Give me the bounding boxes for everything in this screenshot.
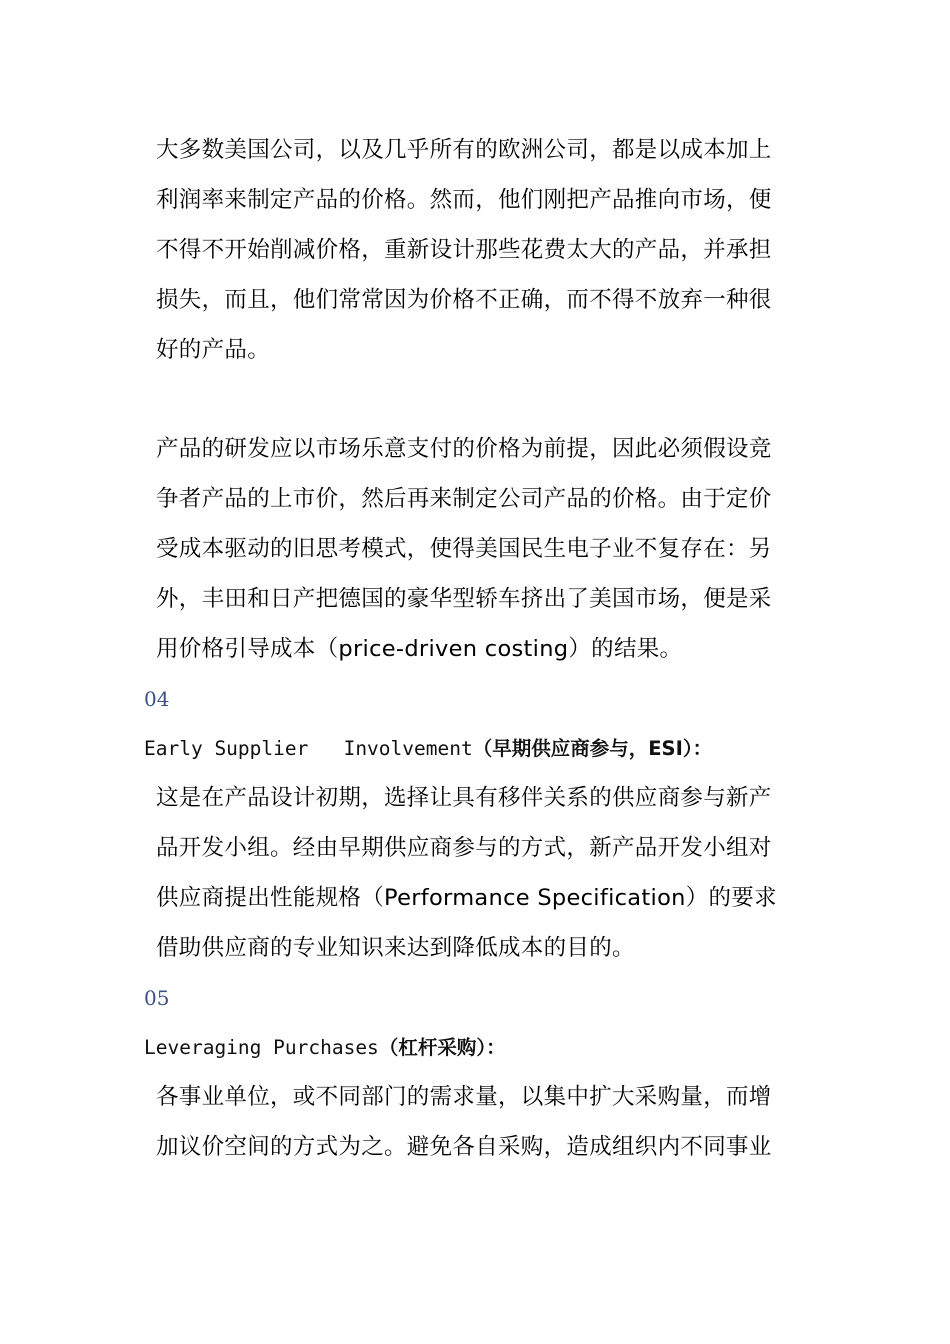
text-line: 这是在产品设计初期，选择让具有移伴关系的供应商参与新产 [156,785,772,811]
text-line: 各事业单位，或不同部门的需求量，以集中扩大采购量，而增 [156,1084,772,1110]
heading-english: Early Supplier Involvement [144,737,473,760]
text-line: 加议价空间的方式为之。避免各自采购，造成组织内不同事业 [156,1134,772,1160]
text-line: 外，丰田和日产把德国的豪华型轿车挤出了美国市场，便是采 [156,586,772,612]
heading-chinese: （杠杆采购）： [378,1036,506,1059]
paragraph-esi [156,773,801,973]
text-line: 用价格引导成本（price-driven costing）的结果。 [156,636,683,662]
text-line: 品开发小组。经由早期供应商参与的方式，新产品开发小组对 [156,835,772,861]
paragraph-leveraging [156,1072,801,1172]
text-line: 好的产品。 [156,337,271,363]
text-line: 借助供应商的专业知识来达到降低成本的目的。 [156,935,635,961]
section-number-05: 05 [144,986,170,1010]
section-number-04: 04 [144,687,170,711]
text-line: 争者产品的上市价，然后再来制定公司产品的价格。由于定价 [156,486,772,512]
text-line: 不得不开始削减价格，重新设计那些花费太大的产品，并承担 [156,237,772,263]
text-line: 大多数美国公司，以及几乎所有的欧洲公司，都是以成本加上 [156,137,772,163]
paragraph-price-driven-costing [156,424,801,674]
text-line: 供应商提出性能规格（Performance Specification）的要求 [156,885,777,911]
paragraph-cost-plus-pricing [156,125,801,375]
section-heading-esi [144,736,712,762]
heading-english: Leveraging Purchases [144,1036,379,1059]
text-line: 产品的研发应以市场乐意支付的价格为前提，因此必须假设竞 [156,436,772,462]
text-line: 损失，而且，他们常常因为价格不正确，而不得不放弃一种很 [156,287,772,313]
heading-chinese: （早期供应商参与，ESI）： [472,737,713,760]
text-line: 利润率来制定产品的价格。然而，他们刚把产品推向市场，便 [156,187,772,213]
text-line: 受成本驱动的旧思考模式，使得美国民生电子业不复存在：另 [156,536,772,562]
section-heading-leveraging [144,1035,506,1061]
